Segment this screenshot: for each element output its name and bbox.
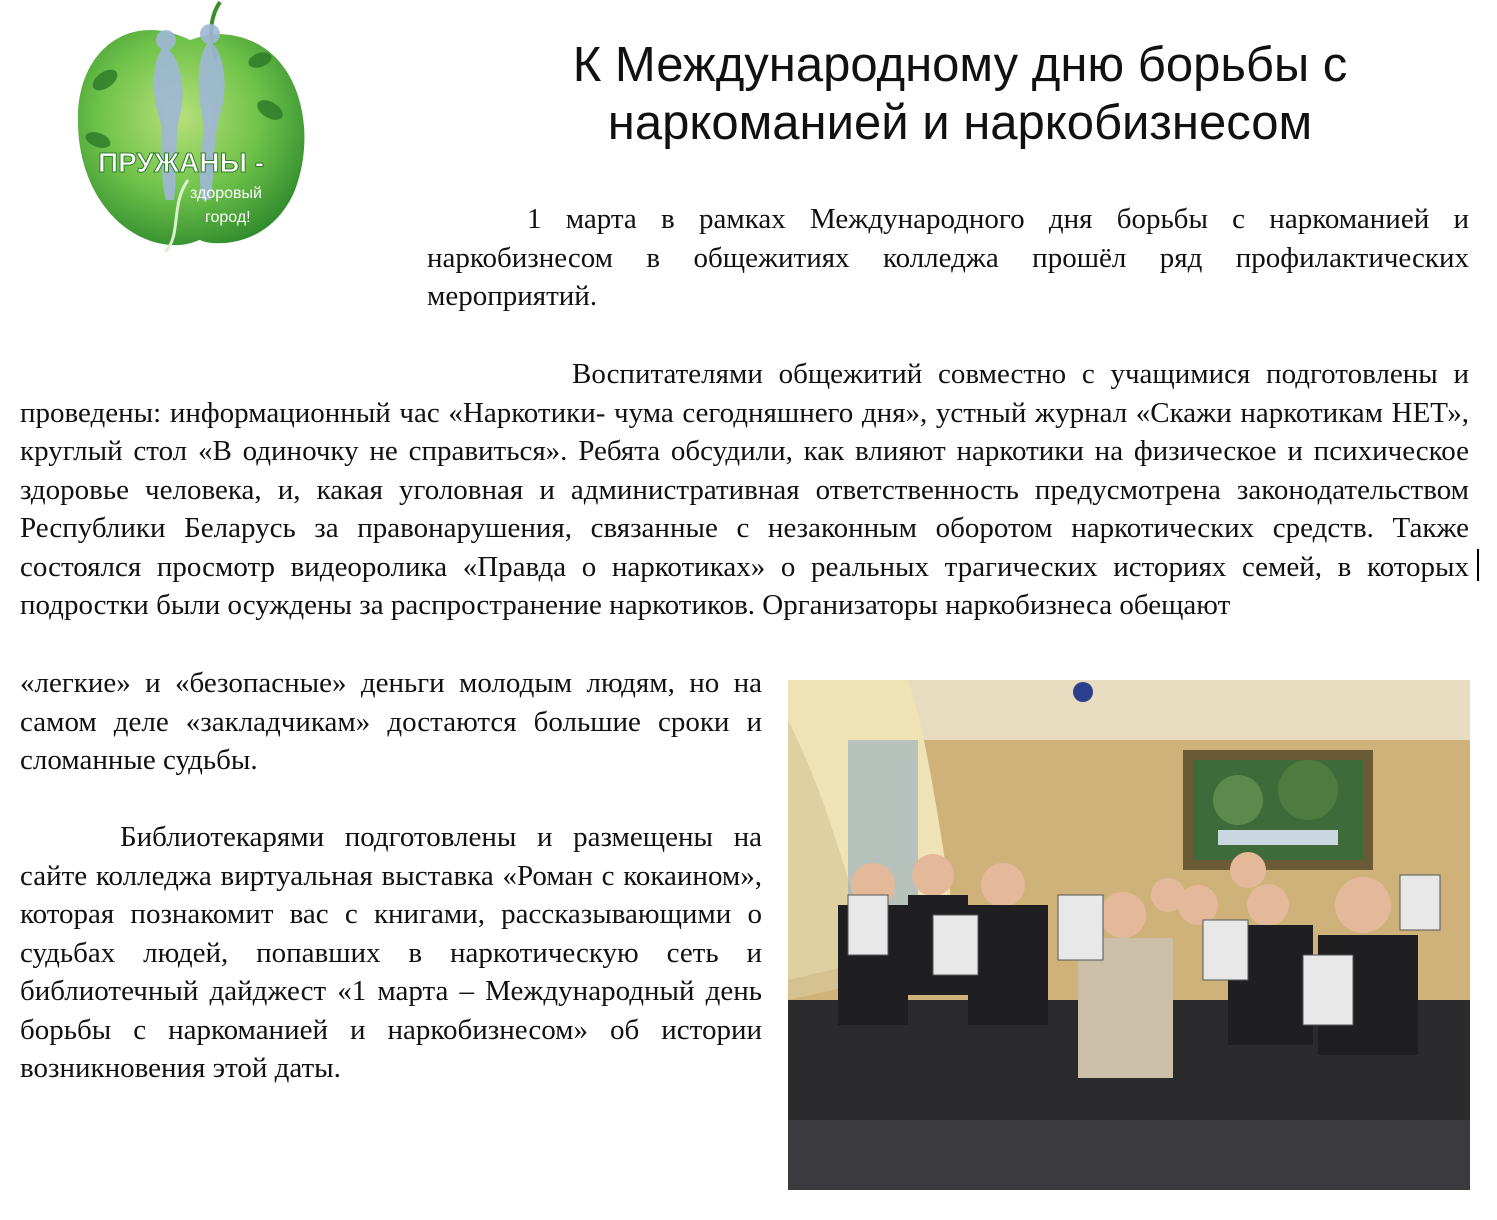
logo-name-text: ПРУЖАНЫ - (98, 147, 265, 178)
pruzhany-healthy-city-logo (70, 0, 310, 255)
article-paragraph-library: Библиотекарями подготовлены и размещены на сайте колледжа виртуальная выставка «Роман с кокаином», которая познакомит вас с книгами, рассказывающими о судьбах людей, попавших в наркотическую сеть и библиотечный дайджест «1 марта – Международный день борьбы с наркоманией и наркобизнесом» об истории возникновения этой даты. (20, 821, 762, 1084)
page-title-line2: наркоманией и наркобизнесом (607, 96, 1313, 150)
text-cursor (1477, 549, 1479, 581)
page-title (430, 36, 1490, 152)
students-photo (788, 680, 1470, 1190)
logo-tagline-line1: здоровый (190, 185, 262, 202)
article-paragraph-events-continued: «легкие» и «безопасные» деньги молодым людям, но на самом деле «закладчикам» достаются большие сроки и сломанные судьбы. (20, 667, 762, 776)
article-paragraph-intro: 1 марта в рамках Международного дня борьбы с наркоманией и наркобизнесом в общежитиях колледжа прошёл ряд профилактических мероприятий. (427, 203, 1469, 312)
page-title-line1: К Международному дню борьбы с (572, 38, 1348, 92)
logo-tagline-line2: город! (205, 209, 251, 226)
article-paragraph-events: Воспитателями общежитий совместно с учащимися подготовлены и проведены: информационный час «Наркотики- чума сегодняшнего дня», устный журнал «Скажи наркотикам НЕТ», круглый стол «В одиночку не справиться». Ребята обсудили, как влияют наркотики на физическое и психическое здоровье человека, и, какая уголовная и административная ответственность предусмотрена законодательством Республики Беларусь за правонарушения, связанные с незаконным оборотом наркотических средств. Также состоялся просмотр видеоролика «Правда о наркотиках» о реальных трагических историях семей, в которых подростки были осуждены за распространение наркотиков. Организаторы наркобизнеса обещают (20, 358, 1469, 621)
